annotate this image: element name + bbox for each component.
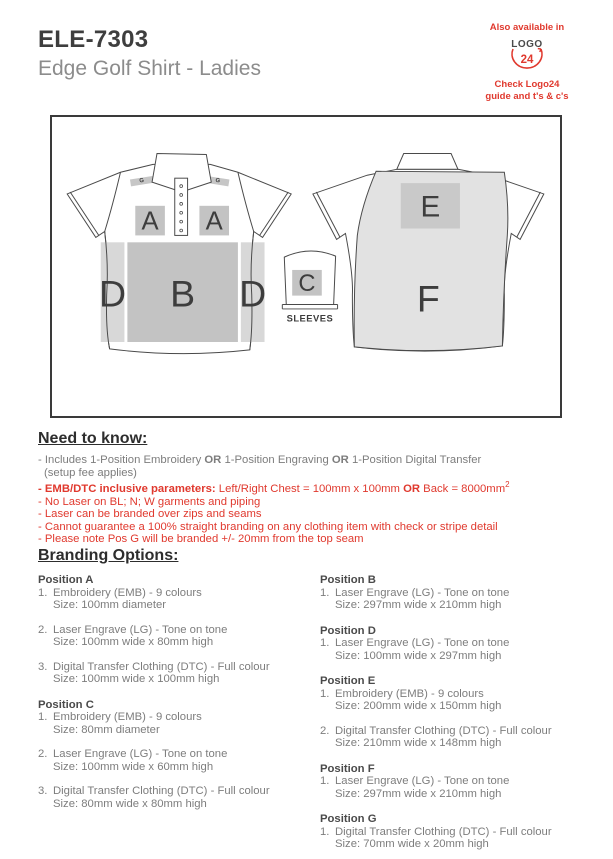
branding-option-size: Size: 297mm wide x 210mm high [335,599,502,611]
text-segment: OR [331,454,349,466]
branding-option-item [320,688,600,713]
branding-option-number: 2. [320,724,330,737]
branding-option-text [335,775,509,800]
also-available-text: Also available in [489,22,565,33]
branding-option-text [53,661,270,686]
guide-tcs-text: guide and t's & c's [485,91,569,103]
badge-logo-text: LOGO [511,39,543,51]
need-to-know-line [38,479,594,495]
text-segment: - EMB/DTC inclusive parameters: [38,482,216,495]
branding-position [320,574,600,612]
branding-options-section [38,547,594,565]
branding-position [320,625,600,663]
need-to-know-line [38,467,594,480]
branding-option-number: 3. [38,660,48,673]
branding-position-title: Position F [320,762,375,775]
product-name: Edge Golf Shirt - Ladies [38,57,261,80]
branding-option-text [53,624,227,649]
branding-position [320,675,600,750]
branding-option-method: Digital Transfer Clothing (DTC) - Full colour [53,785,270,797]
branding-option-method: Laser Engrave (LG) - Tone on tone [335,775,510,787]
need-to-know-heading: Need to know: [38,430,148,447]
need-to-know-section [38,430,594,546]
branding-option-method: Laser Engrave (LG) - Tone on tone [335,586,510,599]
position-label-g-left: G [138,177,145,185]
badge-number-text: 24 [520,54,534,67]
branding-option-size: Size: 100mm wide x 60mm high [53,760,214,773]
position-label-g-right: G [214,177,221,185]
sleeves-caption: SLEEVES [286,313,334,324]
branding-option-method: Laser Engrave (LG) - Tone on tone [53,623,228,636]
branding-option-size: Size: 100mm diameter [53,599,167,611]
branding-option-text [335,725,552,750]
branding-position [320,813,600,851]
branding-option-item [38,711,310,736]
text-segment: (setup fee applies) [44,466,137,479]
branding-option-item [38,748,310,773]
branding-position-title: Position E [320,675,376,687]
branding-option-method: Laser Engrave (LG) - Tone on tone [335,637,510,649]
branding-option-text [335,826,552,851]
branding-position-title: Position C [38,698,94,711]
text-segment: 2 [505,480,510,490]
need-to-know-list [38,454,594,546]
branding-option-method: Digital Transfer Clothing (DTC) - Full colour [335,825,552,838]
branding-position [38,574,310,686]
branding-option-size: Size: 80mm wide x 80mm high [53,797,207,810]
branding-position-title: Position B [320,574,376,586]
branding-option-method: Embroidery (EMB) - 9 colours [53,586,202,599]
branding-option-number: 1. [320,775,330,787]
branding-option-number: 1. [320,586,330,599]
text-segment: - Laser can be branded over zips and seams [38,508,262,521]
branding-option-text [53,587,202,612]
position-label-d-right: D [239,272,267,315]
text-segment: - Includes 1-Position Embroidery [38,454,205,466]
branding-option-number: 1. [38,586,48,599]
branding-column-left [38,574,310,823]
branding-option-text [335,637,509,662]
branding-option-item [320,826,600,851]
branding-option-item [38,661,310,686]
branding-option-item [320,775,600,800]
text-segment: Back = 8000mm [420,482,506,495]
shirt-diagram [52,117,560,416]
branding-option-item [38,587,310,612]
branding-option-number: 1. [320,637,330,649]
branding-option-item [38,785,310,810]
need-to-know-line [38,533,594,546]
branding-options-heading: Branding Options: [38,547,179,564]
branding-option-number: 2. [38,623,48,636]
branding-option-number: 1. [320,687,330,700]
branding-position-title: Position A [38,574,94,586]
branding-option-size: Size: 100mm wide x 297mm high [335,649,502,662]
branding-option-size: Size: 297mm wide x 210mm high [335,787,502,800]
check-logo24-text: Check Logo24 [494,78,560,90]
position-label-f: F [416,277,440,320]
branding-option-text [335,688,501,713]
branding-diagram-box [50,115,562,418]
branding-option-size: Size: 100mm wide x 100mm high [53,673,220,685]
text-segment: - Cannot guarantee a 100% straight branding on any clothing item with check or stripe detail [38,520,498,533]
branding-option-number: 1. [38,711,48,723]
logo24-availability [459,22,595,103]
back-shirt [313,154,544,352]
text-segment: 1-Position Digital Transfer [348,454,482,466]
position-label-a-left: A [141,207,159,236]
branding-option-size: Size: 200mm wide x 150mm high [335,700,502,712]
sleeve-detail [282,251,337,323]
need-to-know-line [38,454,594,467]
branding-option-size: Size: 80mm diameter [53,723,160,736]
position-label-d-left: D [99,272,127,315]
text-segment: OR [204,454,222,466]
branding-option-text [53,711,202,736]
logo24-badge-icon [505,36,549,73]
branding-option-size: Size: 100mm wide x 80mm high [53,636,214,648]
position-label-b: B [170,272,196,315]
branding-option-item [320,725,600,750]
branding-column-right [320,574,600,859]
need-to-know-line [38,508,594,521]
branding-option-size: Size: 210mm wide x 148mm high [335,737,502,749]
branding-option-number: 2. [38,748,48,760]
branding-option-item [38,624,310,649]
front-shirt [67,154,291,354]
branding-position [320,763,600,801]
branding-position-title: Position D [320,624,376,637]
branding-option-method: Embroidery (EMB) - 9 colours [335,687,484,700]
position-label-e: E [420,190,441,224]
need-to-know-line [38,521,594,534]
text-segment: OR [403,482,421,495]
branding-option-text [335,587,509,612]
position-label-a-right: A [205,207,223,236]
text-segment: - No Laser on BL; N; W garments and piping [38,495,261,508]
branding-option-text [53,785,270,810]
branding-option-method: Laser Engrave (LG) - Tone on tone [53,748,228,760]
back-collar [397,154,458,170]
text-segment: - Please note Pos G will be branded +/- 20mm from the top seam [38,533,364,546]
text-segment: 1-Position Engraving [221,454,332,466]
position-label-c: C [298,270,316,297]
branding-option-item [320,637,600,662]
branding-option-number: 1. [320,825,330,838]
branding-position [38,699,310,811]
branding-option-size: Size: 70mm wide x 20mm high [335,838,489,850]
text-segment: Left/Right Chest = 100mm x 100mm [215,482,404,495]
branding-position-title: Position G [320,813,377,825]
branding-option-method: Digital Transfer Clothing (DTC) - Full colour [335,724,552,737]
branding-option-text [53,748,227,773]
branding-option-item [320,587,600,612]
product-code: ELE-7303 [38,26,149,53]
need-to-know-line [38,496,594,509]
branding-option-number: 3. [38,785,48,797]
sleeve-hem-band [282,304,337,308]
branding-option-method: Digital Transfer Clothing (DTC) - Full colour [53,660,270,673]
page-header [38,26,261,81]
branding-option-method: Embroidery (EMB) - 9 colours [53,711,202,723]
